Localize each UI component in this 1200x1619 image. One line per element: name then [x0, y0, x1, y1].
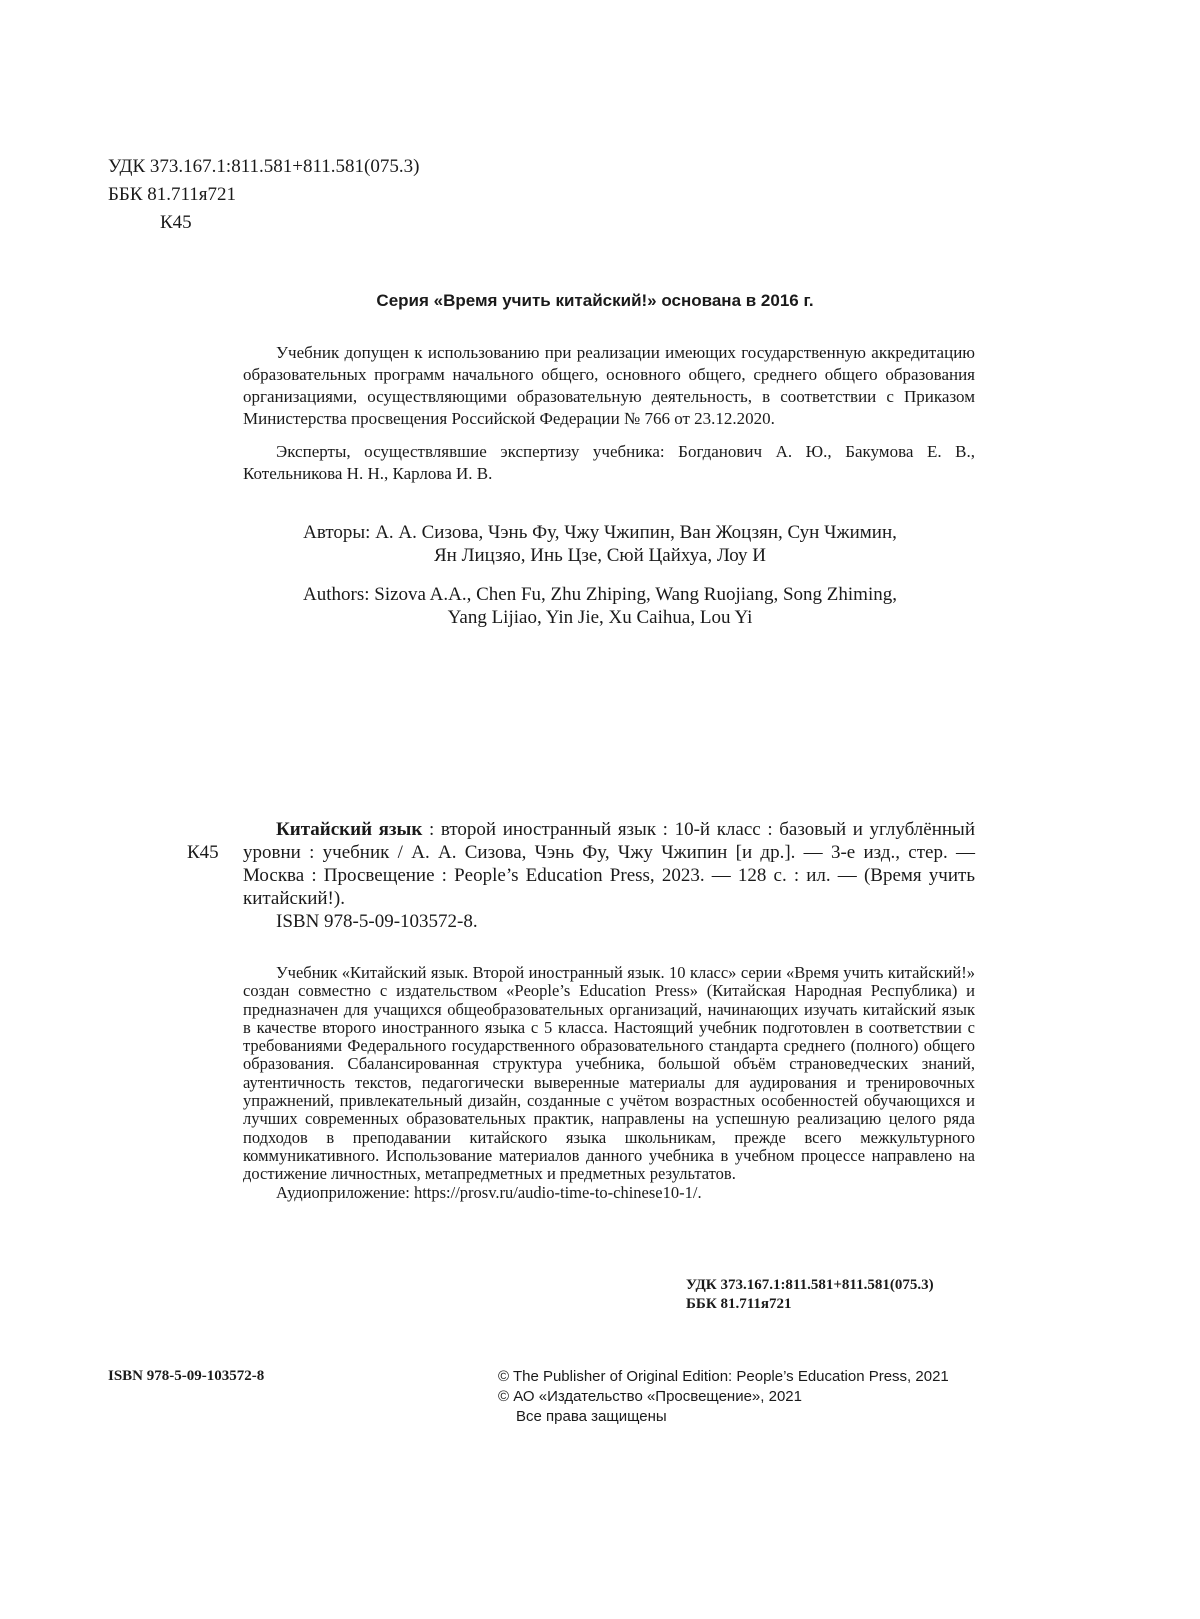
footer-bbk: ББК 81.711я721 [686, 1296, 792, 1312]
series-text: Серия «Время учить китайский!» основана в 2016 г. [376, 291, 814, 310]
rights-reserved: Все права защищены [516, 1408, 667, 1425]
authors-english [240, 583, 960, 629]
authors-russian-line-2: Ян Лицзяо, Инь Цзе, Сюй Цайхуа, Лоу И [434, 545, 766, 566]
bibliographic-isbn: ISBN 978-5-09-103572-8. [276, 911, 478, 932]
copyright-publisher: © АО «Издательство «Просвещение», 2021 [498, 1388, 802, 1405]
footer-udk: УДК 373.167.1:811.581+811.581(075.3) [686, 1277, 934, 1293]
authors-english-line-2: Yang Lijiao, Yin Jie, Xu Caihua, Lou Yi [447, 607, 753, 628]
bibliographic-author-mark: К45 [187, 842, 219, 863]
bibliographic-record [243, 818, 975, 933]
authors-russian-line-1: Авторы: А. А. Сизова, Чэнь Фу, Чжу Чжипин, Ван Жоцзян, Сун Чжимин, [303, 522, 897, 543]
book-description: : второй иностранный язык : 10-й класс : базовый и углублённый уровни : учебник / А. А. Сизова, Чэнь Фу, Чжу Чжипин [и др.]. — 3-е изд., стер. — Москва : Просвещение : People’s Education Press, 2023. — 128 с. : ил. — (Время учить китайский!). [243, 819, 975, 909]
bbk-code: ББК 81.711я721 [108, 184, 237, 205]
experts-paragraph: Эксперты, осуществлявшие экспертизу учебника: Богданович А. Ю., Бакумова Е. В., Котельникова Н. Н., Карлова И. В. [243, 442, 975, 483]
authors-english-line-1: Authors: Sizova A.A., Chen Fu, Zhu Zhiping, Wang Ruojiang, Song Zhiming, [303, 584, 897, 605]
abstract-text: Учебник «Китайский язык. Второй иностранный язык. 10 класс» серии «Время учить китайский!» создан совместно с издательством «People’s Education Press» (Китайская Народная Республика) и предназначен для учащихся общеобразовательных организаций, начинающих изучать китайский язык в качестве второго иностранного языка с 5 класса. Настоящий учебник подготовлен в соответствии с требованиями Федерального государственного образовательного стандарта среднего (полного) общего образования. Сбалансированная структура учебника, большой объём страноведческих знаний, аутентичность текстов, педагогически выверенные материалы для аудирования и тренировочных упражнений, привлекательный дизайн, созданные с учётом возрастных особенностей обучающихся и лучших современных образовательных практик, направлены на успешную реализацию целого ряда подходов в преподавании китайского языка школьникам, прежде всего межкультурного коммуникативного. Использование материалов данного учебника в учебном процессе направлено на достижение личностных, метапредметных и предметных результатов. [243, 963, 975, 1184]
copyright-original: © The Publisher of Original Edition: People’s Education Press, 2021 [498, 1368, 949, 1385]
udk-code: УДК 373.167.1:811.581+811.581(075.3) [108, 156, 420, 177]
author-mark: К45 [160, 212, 192, 233]
audio-link: Аудиоприложение: https://prosv.ru/audio-time-to-chinese10-1/. [276, 1182, 702, 1202]
abstract-block [243, 964, 975, 1202]
footer-isbn: ISBN 978-5-09-103572-8 [108, 1368, 265, 1384]
approval-paragraph: Учебник допущен к использованию при реализации имеющих государственную аккредитацию образовательных программ начального общего, основного общего, среднего общего образования организациями, осуществляющими образовательную деятельность, в соответствии с Приказом Министерства просвещения Российской Федерации № 766 от 23.12.2020. [243, 343, 975, 428]
copyright-block [498, 1367, 949, 1427]
series-line [0, 291, 1200, 311]
book-title: Китайский язык [276, 819, 423, 840]
authors-russian [240, 521, 960, 567]
footer-classification [686, 1276, 934, 1314]
classification-block [108, 153, 419, 237]
